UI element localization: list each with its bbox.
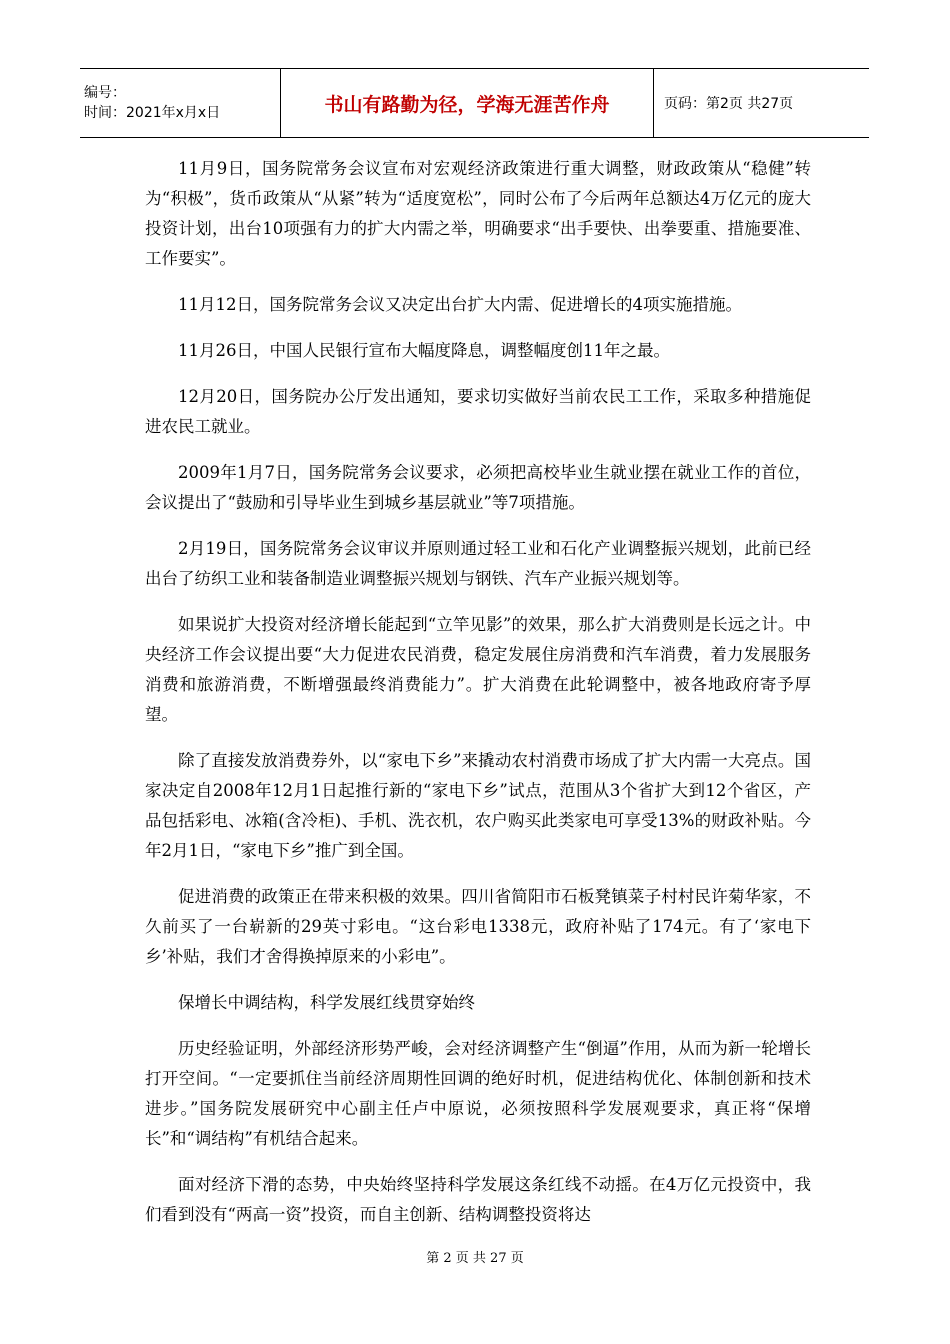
paragraph: 12月20日，国务院办公厅发出通知，要求切实做好当前农民工工作，采取多种措施促进农民工就业。 [145,387,811,436]
header-page-cell [654,69,869,137]
header-page-info: 页码：第2页 共27页 [664,96,794,112]
doc-number-label: 编号： [84,85,126,101]
paragraph: 11月9日，国务院常务会议宣布对宏观经济政策进行重大调整，财政政策从“稳健”转为“积极”，货币政策从“从紧”转为“适度宽松”，同时公布了今后两年总额达4万亿元的庞大投资计划，出台10项强有力的扩大内需之举，明确要求“出手要快、出拳要重、措施要准、工作要实”。 [145,159,811,268]
section-heading: 保增长中调结构，科学发展红线贯穿始终 [178,993,475,1012]
document-body [145,154,811,1246]
paragraph: 11月12日，国务院常务会议又决定出台扩大内需、促进增长的4项实施措施。 [178,295,742,314]
paragraph: 2月19日，国务院常务会议审议并原则通过轻工业和石化产业调整振兴规划，此前已经出台了纺织工业和装备制造业调整振兴规划与钢铁、汽车产业振兴规划等。 [145,539,811,588]
paragraph: 面对经济下滑的态势，中央始终坚持科学发展这条红线不动摇。在4万亿元投资中，我们看到没有“两高一资”投资，而自主创新、结构调整投资将达 [145,1175,811,1224]
paragraph: 促进消费的政策正在带来积极的效果。四川省简阳市石板凳镇菜子村村民许菊华家，不久前买了一台崭新的29英寸彩电。“这台彩电1338元，政府补贴了174元。有了‘家电下乡’补贴，我们才舍得换掉原来的小彩电”。 [145,887,811,966]
document-header [80,68,869,138]
paragraph: 2009年1月7日，国务院常务会议要求，必须把高校毕业生就业摆在就业工作的首位，会议提出了“鼓励和引导毕业生到城乡基层就业”等7项措施。 [145,463,811,512]
header-meta-cell [80,69,281,137]
date-line: 时间：2021年x月x日 [84,105,221,121]
paragraph: 除了直接发放消费券外，以“家电下乡”来撬动农村消费市场成了扩大内需一大亮点。国家决定自2008年12月1日起推行新的“家电下乡”试点，范围从3个省扩大到12个省区，产品包括彩电、冰箱(含冷柜)、手机、洗衣机，农户购买此类家电可享受13%的财政补贴。今年2月1日，“家电下乡”推广到全国。 [145,751,811,860]
page-footer: 第 2 页 共 27 页 [426,1251,524,1266]
header-motto: 书山有路勤为径，学海无涯苦作舟 [324,93,610,116]
paragraph: 如果说扩大投资对经济增长能起到“立竿见影”的效果，那么扩大消费则是长远之计。中央经济工作会议提出要“大力促进农民消费，稳定发展住房消费和汽车消费，着力发展服务消费和旅游消费，不断增强最终消费能力”。扩大消费在此轮调整中，被各地政府寄予厚望。 [145,615,811,724]
paragraph: 11月26日，中国人民银行宣布大幅度降息，调整幅度创11年之最。 [178,341,670,360]
paragraph: 历史经验证明，外部经济形势严峻，会对经济调整产生“倒逼”作用，从而为新一轮增长打开空间。“一定要抓住当前经济周期性回调的绝好时机，促进结构优化、体制创新和技术进步。”国务院发展研究中心副主任卢中原说，必须按照科学发展观要求，真正将“保增长”和“调结构”有机结合起来。 [145,1039,811,1148]
header-motto-cell [281,69,654,137]
